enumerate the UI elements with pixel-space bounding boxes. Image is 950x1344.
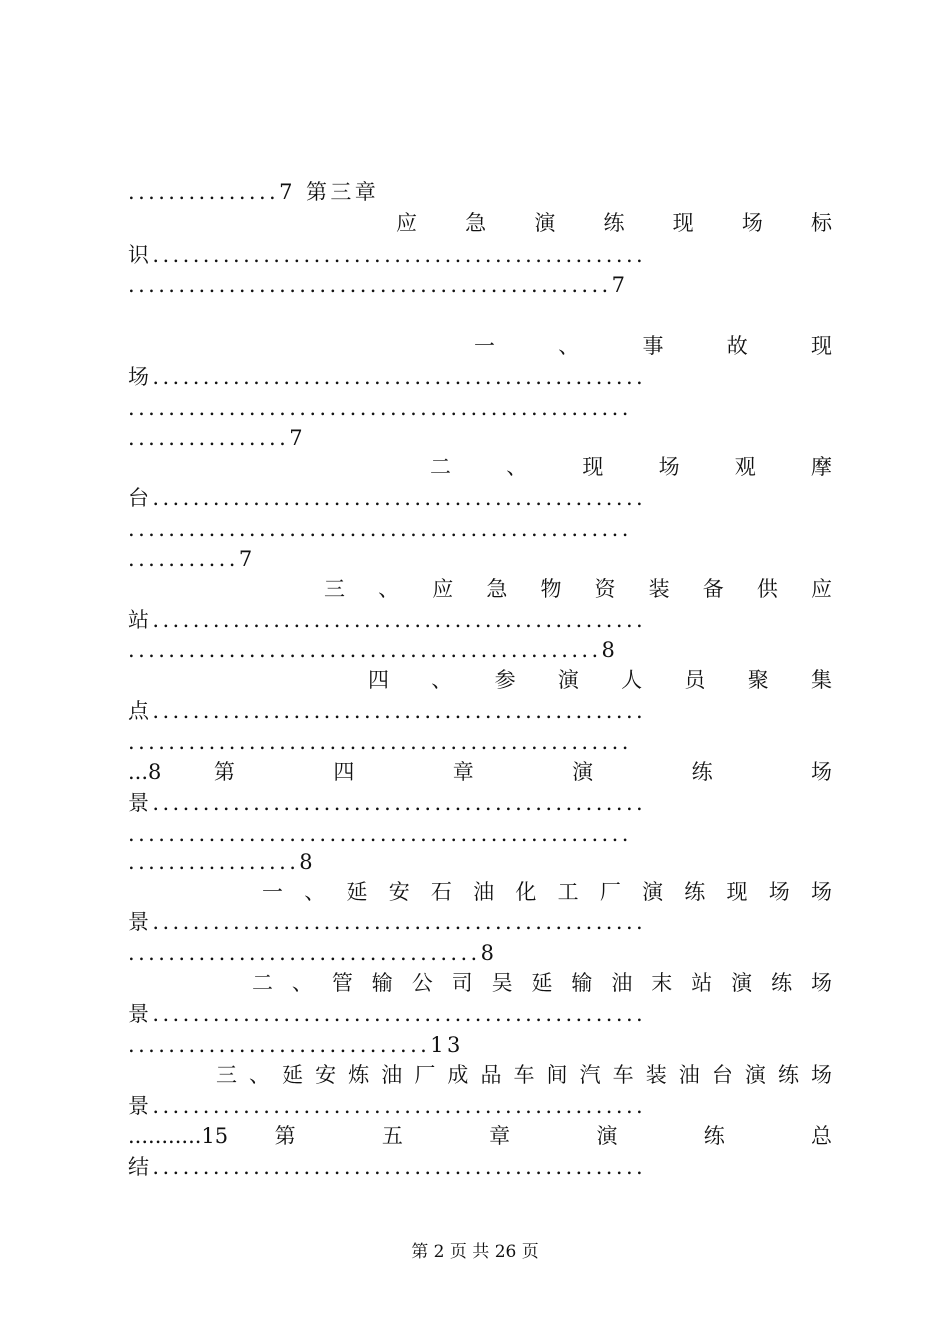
toc-line: 三 、 延 安 炼 油 厂 成 品 车 间 汽 车 装 油 台 演 练 场 [216,1063,832,1087]
toc-line: .................................................. [128,822,632,846]
toc-line: ..............................13 [128,1033,464,1057]
toc-line: ...............................................8 [128,638,619,662]
toc-line: ................7 [128,426,306,450]
toc-line: 站................................................. [128,608,647,632]
toc-line: 台................................................. [128,486,647,510]
toc-line: .................................................. [128,730,632,754]
toc-line: 应 急 演 练 现 场 标 [396,211,832,235]
toc-line: 场................................................. [128,365,647,389]
toc-line: 三 、 应 急 物 资 装 备 供 应 [324,577,832,601]
toc-line: ...............7 第三章 [128,180,380,204]
toc-line: 景................................................. [128,791,647,815]
toc-line: 一 、 事 故 现 [474,334,832,358]
toc-line: 景................................................. [128,1094,647,1118]
toc-line: .................8 [128,850,317,874]
toc-line: 二 、 现 场 观 摩 [430,455,832,479]
toc-line: 四 、 参 演 人 员 聚 集 [368,668,832,692]
toc-line: 二 、 管 输 公 司 吴 延 输 油 末 站 演 练 场 [252,971,832,995]
toc-line: ...........7 [128,547,256,571]
toc-line: .................................................. [128,517,632,541]
toc-line: 识................................................. [128,243,647,267]
toc-line: 景................................................. [128,910,647,934]
toc-line: ...........15 第 五 章 演 练 总 [128,1124,832,1148]
toc-line: ................................................7 [128,273,629,297]
toc-line: .................................................. [128,396,632,420]
toc-line: 景................................................. [128,1002,647,1026]
toc-line: ...................................8 [128,941,498,965]
page-footer: 第 2 页 共 26 页 [411,1242,539,1262]
toc-line: 一 、 延 安 石 油 化 工 厂 演 练 现 场 场 [262,880,832,904]
toc-line: 结................................................. [128,1155,647,1179]
toc-line: ...8 第 四 章 演 练 场 [128,760,832,784]
toc-line: 点................................................. [128,699,647,723]
